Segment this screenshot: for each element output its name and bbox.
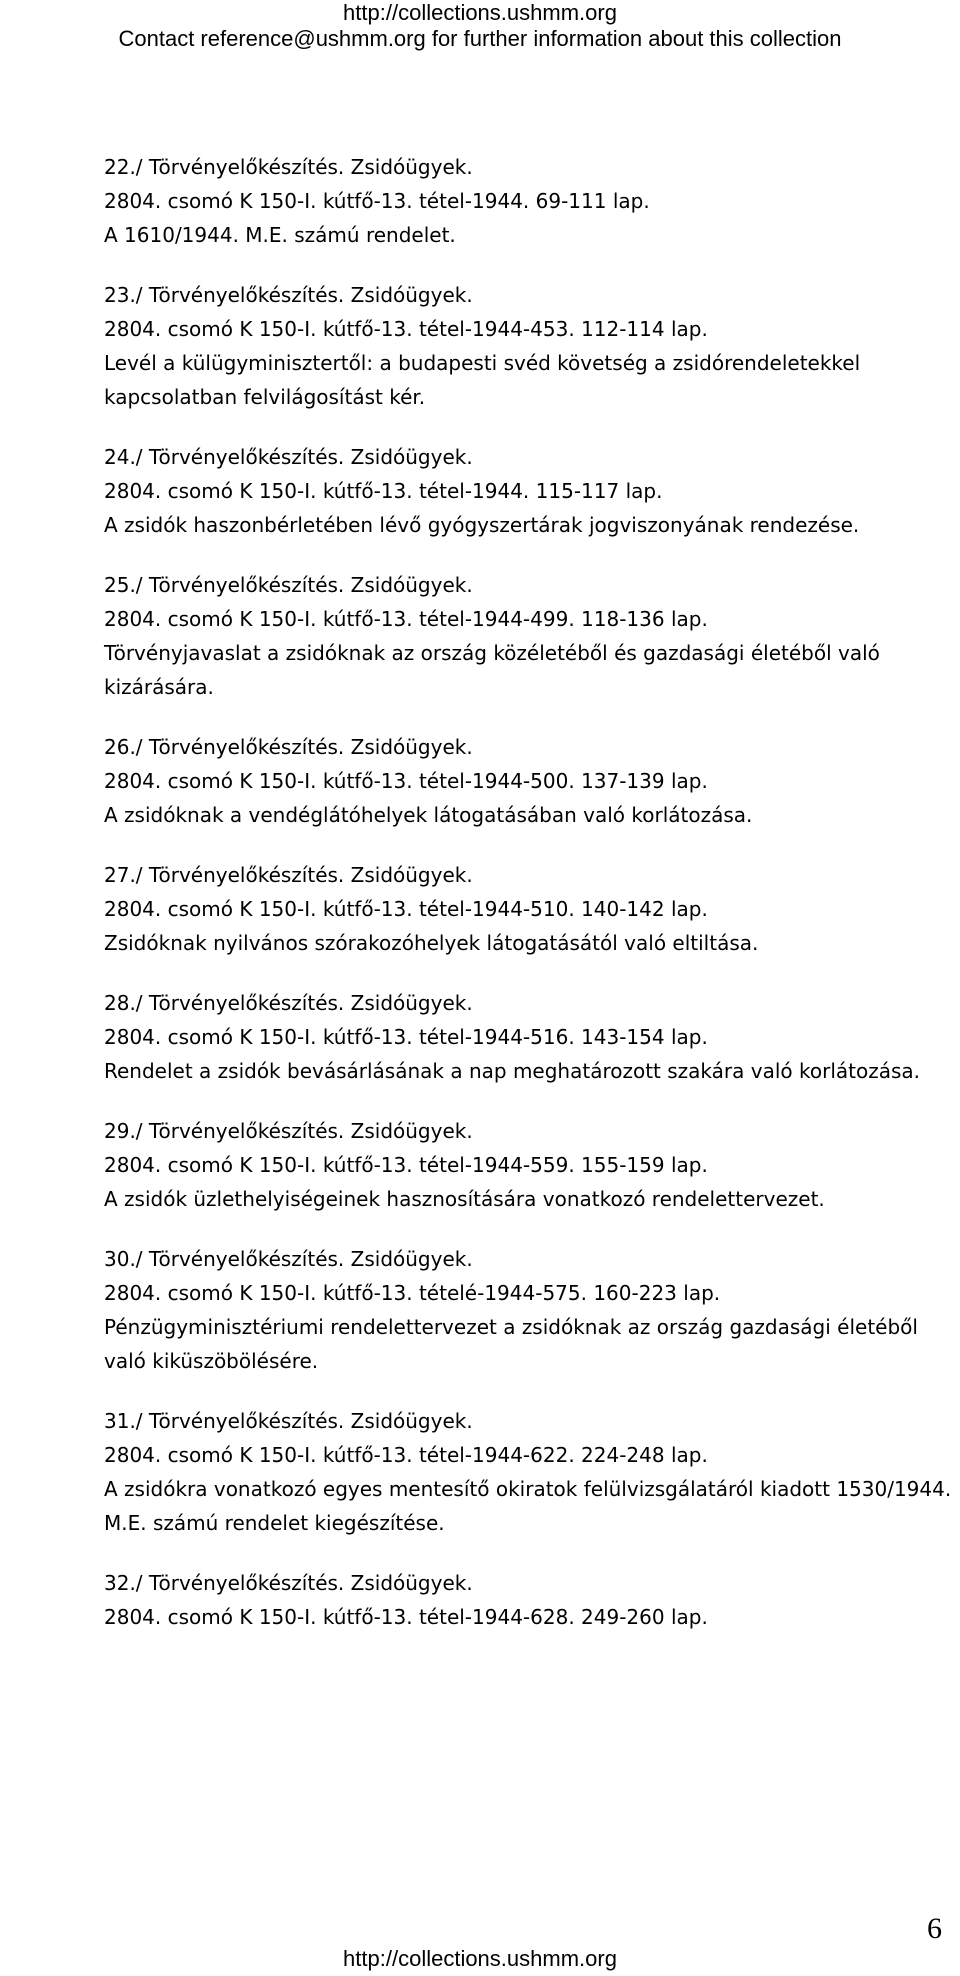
entry-title: 29./ Törvényelőkészítés. Zsidóügyek. <box>104 1119 473 1143</box>
entry-description: A zsidókra vonatkozó egyes mentesítő okiratok felülvizsgálatáról kiadott 1530/1944. M.E. számú rendelet kiegészítése. <box>104 1477 952 1535</box>
footer-url: http://collections.ushmm.org <box>343 1946 617 1971</box>
archive-entry <box>104 1114 954 1216</box>
entry-title: 28./ Törvényelőkészítés. Zsidóügyek. <box>104 991 473 1015</box>
entry-reference: 2804. csomó K 150-I. kútfő-13. tétel-1944-453. 112-114 lap. <box>104 317 708 341</box>
entry-description: Levél a külügyminisztertől: a budapesti svéd követség a zsidórendeletekkel kapcsolatban felvilágosítást kér. <box>104 351 861 409</box>
entry-title: 23./ Törvényelőkészítés. Zsidóügyek. <box>104 283 473 307</box>
entry-reference: 2804. csomó K 150-I. kútfő-13. tétel-1944-516. 143-154 lap. <box>104 1025 708 1049</box>
archive-entry <box>104 858 954 960</box>
entry-title: 31./ Törvényelőkészítés. Zsidóügyek. <box>104 1409 473 1433</box>
archive-entry <box>104 1242 954 1378</box>
archive-entry <box>104 568 954 704</box>
entry-title: 26./ Törvényelőkészítés. Zsidóügyek. <box>104 735 473 759</box>
archive-entry <box>104 150 954 252</box>
entry-reference: 2804. csomó K 150-I. kútfő-13. tétel-1944. 115-117 lap. <box>104 479 663 503</box>
archive-entry <box>104 730 954 832</box>
archive-entry <box>104 440 954 542</box>
entry-reference: 2804. csomó K 150-I. kútfő-13. tétel-1944-499. 118-136 lap. <box>104 607 708 631</box>
archive-entry <box>104 986 954 1088</box>
archive-entry <box>104 278 954 414</box>
entry-description: A zsidók üzlethelyiségeinek hasznosítására vonatkozó rendelettervezet. <box>104 1187 825 1211</box>
entry-reference: 2804. csomó K 150-I. kútfő-13. tétel-1944-559. 155-159 lap. <box>104 1153 708 1177</box>
header-url: http://collections.ushmm.org <box>343 0 617 25</box>
entry-description: Pénzügyminisztériumi rendelettervezet a zsidóknak az ország gazdasági életéből való kiküszöbölésére. <box>104 1315 918 1373</box>
entry-description: Zsidóknak nyilvános szórakozóhelyek látogatásától való eltiltása. <box>104 931 759 955</box>
archive-entry <box>104 1566 954 1634</box>
entry-title: 24./ Törvényelőkészítés. Zsidóügyek. <box>104 445 473 469</box>
entry-reference: 2804. csomó K 150-I. kútfő-13. tétel-1944-510. 140-142 lap. <box>104 897 708 921</box>
page-number: 6 <box>927 1912 942 1945</box>
page-header <box>0 0 960 52</box>
entry-reference: 2804. csomó K 150-I. kútfő-13. tétel-1944-500. 137-139 lap. <box>104 769 708 793</box>
entry-title: 22./ Törvényelőkészítés. Zsidóügyek. <box>104 155 473 179</box>
entry-title: 32./ Törvényelőkészítés. Zsidóügyek. <box>104 1571 473 1595</box>
entry-reference: 2804. csomó K 150-I. kútfő-13. tétel-1944-622. 224-248 lap. <box>104 1443 708 1467</box>
archive-entry <box>104 1404 954 1540</box>
entry-description: A 1610/1944. M.E. számú rendelet. <box>104 223 456 247</box>
entry-reference: 2804. csomó K 150-I. kútfő-13. tétel-1944-628. 249-260 lap. <box>104 1605 708 1629</box>
entry-reference: 2804. csomó K 150-I. kútfő-13. tétel-1944. 69-111 lap. <box>104 189 650 213</box>
entry-description: Rendelet a zsidók bevásárlásának a nap meghatározott szakára való korlátozása. <box>104 1059 920 1083</box>
entry-reference: 2804. csomó K 150-I. kútfő-13. tételé-1944-575. 160-223 lap. <box>104 1281 721 1305</box>
header-contact-notice: Contact reference@ushmm.org for further information about this collection <box>118 26 842 51</box>
entry-description: A zsidók haszonbérletében lévő gyógyszertárak jogviszonyának rendezése. <box>104 513 860 537</box>
entry-description: A zsidóknak a vendéglátóhelyek látogatásában való korlátozása. <box>104 803 753 827</box>
entry-description: Törvényjavaslat a zsidóknak az ország közéletéből és gazdasági életéből való kizárására. <box>104 641 880 699</box>
entry-title: 27./ Törvényelőkészítés. Zsidóügyek. <box>104 863 473 887</box>
archive-entry-list <box>104 150 954 1660</box>
entry-title: 25./ Törvényelőkészítés. Zsidóügyek. <box>104 573 473 597</box>
entry-title: 30./ Törvényelőkészítés. Zsidóügyek. <box>104 1247 473 1271</box>
